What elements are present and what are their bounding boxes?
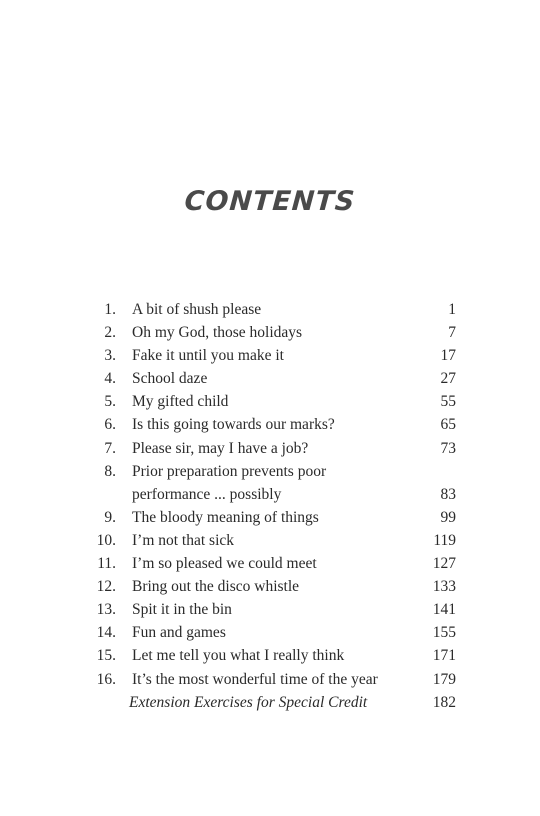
entry-title: Fake it until you make it [132,347,284,365]
toc-entry [0,460,540,506]
entry-page: 155 [432,624,456,642]
entry-title: Please sir, may I have a job? [132,439,309,457]
entry-number: 15. [96,647,116,665]
entry-page: 7 [448,324,456,342]
toc-entry-extension [0,691,540,714]
entry-page: 171 [432,647,456,665]
entry-page: 1 [448,301,456,318]
toc-entry [0,437,540,460]
toc-entry [0,668,540,691]
entry-title: School daze [132,370,208,388]
entry-number: 1. [104,301,116,318]
entry-page: 73 [440,439,456,457]
toc-entry [0,367,540,390]
toc-entry [0,321,540,344]
table-of-contents [0,298,540,714]
toc-entry [0,506,540,529]
entry-title-line-1: Prior preparation prevents poor [132,462,327,480]
entry-number: 6. [104,416,116,434]
entry-number: 14. [96,624,116,642]
entry-title: Oh my God, those holidays [132,324,303,342]
entry-title: A bit of shush please [132,301,262,318]
toc-entry [0,598,540,621]
entry-title: Fun and games [132,624,226,642]
entry-number: 16. [96,670,116,688]
entry-title: Extension Exercises for Special Credit [129,693,368,711]
entry-title: The bloody meaning of things [132,508,319,526]
entry-page: 119 [433,531,456,549]
entry-page: 65 [440,416,456,434]
entry-number: 2. [104,324,116,342]
entry-number: 11. [97,555,116,573]
entry-title: Spit it in the bin [132,601,232,619]
entry-title: Is this going towards our marks? [132,416,335,434]
toc-entry [0,390,540,413]
toc-entry [0,575,540,598]
entry-page: 99 [440,508,456,526]
entry-page: 27 [440,370,456,388]
entry-page: 17 [440,347,456,365]
entry-number: 7. [104,439,116,457]
page-title: CONTENTS [183,186,357,217]
toc-entry [0,644,540,667]
entry-number: 13. [96,601,116,619]
entry-page: 127 [432,555,456,573]
entry-page: 55 [440,393,456,411]
toc-entry [0,298,540,321]
toc-entry [0,529,540,552]
entry-title: I’m not that sick [132,531,235,549]
toc-entry [0,413,540,436]
entry-number: 12. [96,578,116,596]
entry-title: Let me tell you what I really think [132,647,345,665]
entry-title: Bring out the disco whistle [132,578,300,596]
entry-number: 10. [96,531,116,549]
entry-title: My gifted child [132,393,229,411]
entry-number: 4. [104,370,116,388]
toc-entry [0,621,540,644]
entry-page: 141 [432,601,456,619]
entry-title: It’s the most wonderful time of the year [132,670,378,688]
entry-page: 83 [440,485,456,503]
entry-number: 9. [104,508,116,526]
entry-number: 5. [104,393,116,411]
entry-page: 182 [432,693,456,711]
toc-entry [0,552,540,575]
entry-page: 133 [432,578,456,596]
entry-title: I’m so pleased we could meet [132,555,317,573]
entry-number: 8. [104,462,116,480]
entry-title [132,460,326,506]
entry-page: 179 [432,670,456,688]
entry-title-line-2: performance ... possibly [132,485,282,503]
toc-entry [0,344,540,367]
entry-number: 3. [104,347,116,365]
